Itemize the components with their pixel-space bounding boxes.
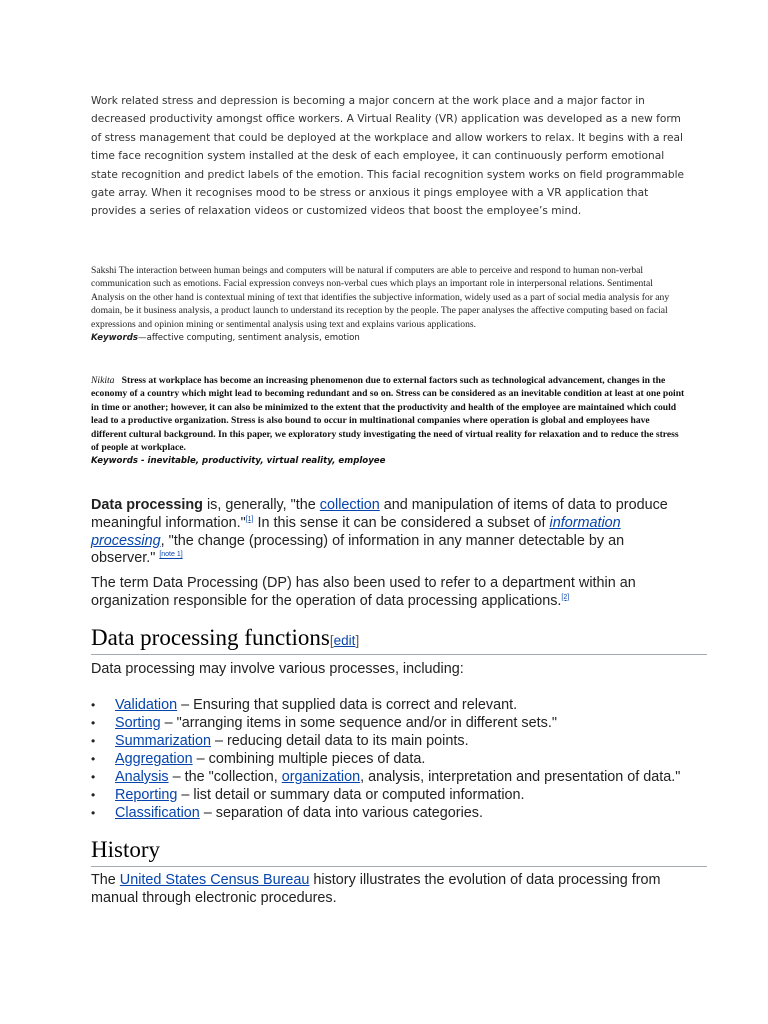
collection-link[interactable]: collection [319, 497, 380, 513]
list-item-text: – combining multiple pieces of data. [192, 751, 426, 767]
list-item [91, 787, 691, 805]
history-text-1: The [91, 872, 120, 888]
abstract-vr-stress: Work related stress and depression is becoming a major concern at the work place and a major factor in decreased productivity amongst office workers. A Virtual Reality (VR) application was developed as a new form of stress management that could be deployed at the workplace and allow workers to relax. It begins with a real time face recognition system installed at the desk of each employee, it can continuously perform emotional state recognition and predict labels of the emotion. This facial recognition system works on field programmable gate array. When it recognises mood to be stress or anxious it pings employee with a VR application that provides a series of relaxation videos or customized videos that boost the employee’s mind. [91, 95, 685, 218]
aggregation-link[interactable]: Aggregation [115, 751, 193, 767]
abstract-sakshi [91, 264, 687, 345]
wiki-intro-paragraph [91, 497, 691, 568]
edit-bracket-open: [ [329, 633, 334, 648]
list-item-text: – list detail or summary data or computed information. [177, 787, 525, 803]
intro-text-4: , "the change (processing) of information in any manner detectable by an observer." [91, 532, 625, 567]
abstract-nikita [91, 374, 687, 469]
wiki-dp-paragraph [91, 575, 691, 611]
note-1-link[interactable]: [note 1] [159, 551, 183, 559]
dp-text: The term Data Processing (DP) has also been used to refer to a department within an organization responsible for the operation of data processing applications. [91, 575, 636, 609]
edit-link[interactable]: edit [333, 633, 356, 648]
census-bureau-link[interactable]: United States Census Bureau [119, 872, 310, 888]
list-item [91, 715, 691, 733]
bullet-icon: • [91, 806, 96, 820]
classification-link[interactable]: Classification [115, 805, 200, 821]
abstract-nikita-text: Stress at workplace has become an increasing phenomenon due to external factors such as technological advancement, changes in the economy of a country which might lead to becoming redundant and so on. Stress can be considered as an inevitable condition at least at one point in time or another; however, it can also be minimized to the extent that the productivity and health of the employee are maintained which could lead to a productive organization. Stress is also bound to occur in multinational companies where operation is global and employees have different cultural background. In this paper, we exploratory study investigating the need of virtual reality for relaxation and to reduce the stress of people at workplace. [91, 375, 685, 454]
citation-1-link[interactable]: [1] [245, 516, 254, 523]
summarization-link[interactable]: Summarization [115, 733, 211, 749]
list-item-text: – "arranging items in some sequence and/or in different sets." [160, 715, 557, 731]
bullet-icon: • [91, 698, 96, 712]
bullet-icon: • [91, 752, 96, 766]
functions-heading-text: Data processing functions [91, 625, 330, 650]
organization-link[interactable]: organization [281, 769, 361, 785]
bullet-icon: • [91, 788, 96, 802]
abstract-nikita-keywords: Keywords - inevitable, productivity, virtual reality, employee [91, 456, 386, 467]
abstract-sakshi-text: Sakshi The interaction between human beings and computers will be natural if computers are able to perceive and respond to human non-verbal communication such as emotions. Facial expression conveys non-verbal cues which plays an important role in interpersonal relations. Sentimental Analysis on the other hand is contextual mining of text that identifies the subjective information, widely used as a part of social media analysis for any domain, be it business analysis, a product launch to understand its reception by the people. The paper analyses the affective computing based on facial expressions and opinion mining or sentimental analysis using text and explains various applications. [91, 265, 670, 330]
bullet-icon: • [91, 716, 96, 730]
list-item [91, 805, 691, 823]
bullet-icon: • [91, 770, 96, 784]
wiki-term: Data processing [91, 497, 203, 513]
sorting-link[interactable]: Sorting [115, 715, 161, 731]
intro-text-1: is, generally, "the [202, 497, 320, 513]
abstract-sakshi-keywords [91, 332, 687, 345]
list-item-text: – separation of data into various categories. [199, 805, 483, 821]
list-item-text: , analysis, interpretation and presentation of data." [360, 769, 681, 785]
citation-2-link[interactable]: [2] [561, 594, 570, 601]
information-processing-link[interactable]: information processing [91, 514, 621, 549]
intro-text-2: and manipulation of items of data to produce meaningful information." [91, 497, 668, 531]
functions-heading [91, 625, 707, 655]
history-heading: History [91, 837, 707, 867]
list-item-text: – reducing detail data to its main points. [210, 733, 469, 749]
functions-intro: Data processing may involve various processes, including: [91, 661, 464, 677]
author-name: Nikita [91, 375, 115, 386]
history-paragraph [91, 872, 691, 908]
list-item [91, 697, 691, 715]
edit-bracket-close: ] [355, 633, 360, 648]
list-item-text: – Ensuring that supplied data is correct and relevant. [177, 697, 518, 713]
keywords-list: —affective computing, sentiment analysis, emotion [137, 333, 360, 344]
list-item-text: – the "collection, [168, 769, 282, 785]
list-item [91, 751, 691, 769]
functions-list [91, 697, 691, 823]
analysis-link[interactable]: Analysis [115, 769, 169, 785]
keywords-label: Keywords [91, 333, 138, 344]
bullet-icon: • [91, 734, 96, 748]
reporting-link[interactable]: Reporting [115, 787, 178, 803]
list-item [91, 733, 691, 751]
edit-section [330, 633, 359, 648]
list-item [91, 769, 691, 787]
validation-link[interactable]: Validation [115, 697, 178, 713]
history-text-2: history illustrates the evolution of data processing from manual through electronic procedures. [91, 872, 661, 906]
intro-text-3: In this sense it can be considered a subset of [253, 514, 550, 531]
